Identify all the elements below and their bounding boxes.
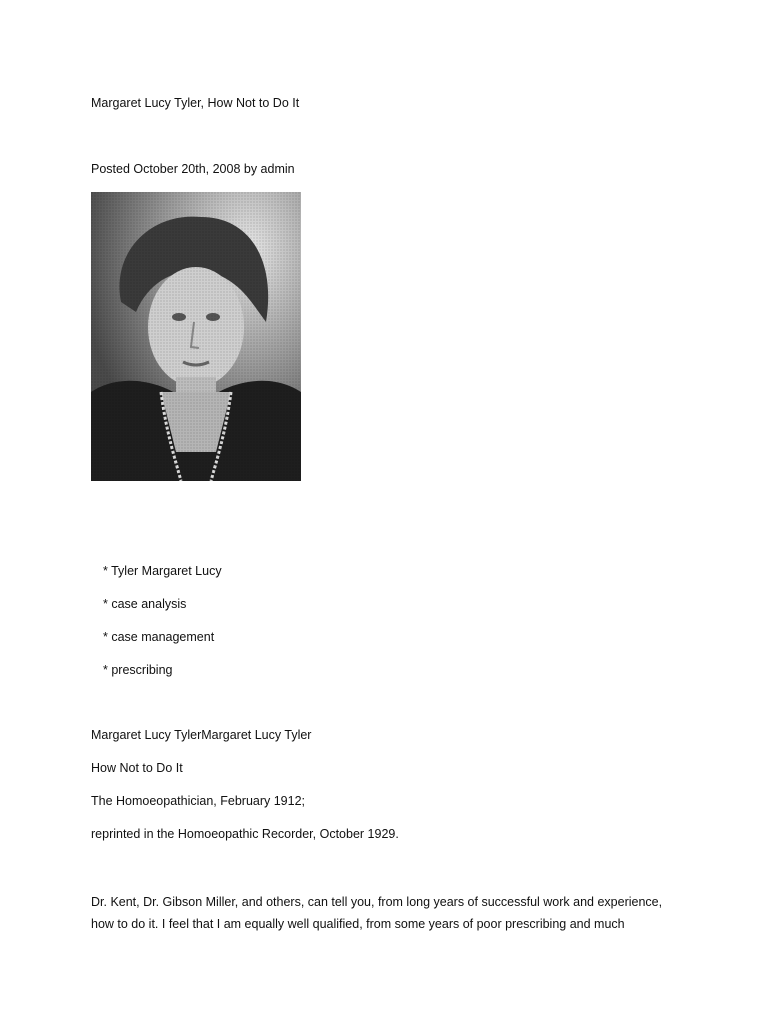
tag-link[interactable]: * case analysis [103,597,187,611]
article-reprint: reprinted in the Homoeopathic Recorder, October 1929. [91,827,399,841]
body-line: Dr. Kent, Dr. Gibson Miller, and others, can tell you, from long years of successful work and experience, [91,895,663,909]
tag-link[interactable]: * case management [103,630,215,644]
article-author: Margaret Lucy TylerMargaret Lucy Tyler [91,728,312,742]
portrait-image [91,192,301,481]
article-body [91,891,681,935]
body-line: how to do it. I feel that I am equally well qualified, from some years of poor prescribing and much [91,917,625,931]
post-title: Margaret Lucy Tyler, How Not to Do It [91,96,300,110]
author-photo [91,192,301,481]
tag-link[interactable]: * prescribing [103,663,173,677]
post-meta: Posted October 20th, 2008 by admin [91,162,295,176]
tag-link[interactable]: * Tyler Margaret Lucy [103,564,222,578]
article-heading: How Not to Do It [91,761,183,775]
article-source: The Homoeopathician, February 1912; [91,794,306,808]
